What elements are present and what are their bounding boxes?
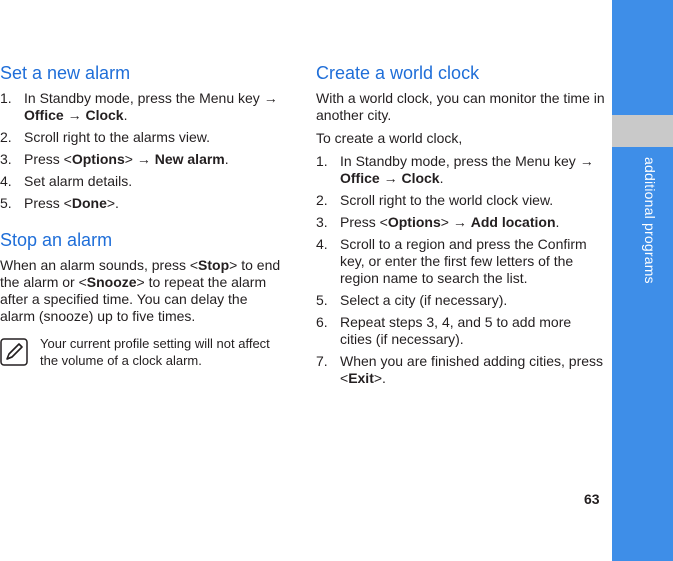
step-number: 7.: [316, 353, 328, 369]
step-number: 3.: [0, 151, 12, 167]
step-number: 4.: [316, 236, 328, 252]
menu-term: Office: [24, 107, 64, 123]
step-item: 4. Set alarm details.: [0, 173, 133, 189]
menu-term: Options: [387, 214, 441, 230]
step-item: 3. Press <Options> → Add location.: [316, 214, 560, 230]
step-item: 2. Scroll right to the world clock view.: [316, 192, 554, 208]
section-sidebar: [612, 0, 673, 561]
step-number: 1.: [0, 90, 12, 106]
step-item: 6. Repeat steps 3, 4, and 5 to add more cities (if necessary).: [316, 314, 572, 347]
menu-term: Stop: [198, 257, 230, 273]
step-item: 7. When you are finished adding cities, press <Exit>.: [316, 353, 604, 386]
step-item: 5. Press <Done>.: [0, 195, 119, 211]
world-clock-steps: [316, 153, 606, 387]
menu-term: Snooze: [86, 274, 137, 290]
menu-term: Clock: [85, 107, 124, 123]
menu-term: Clock: [401, 170, 440, 186]
step-item: 1. In Standby mode, press the Menu key → Office → Clock.: [316, 153, 594, 186]
step-number: 1.: [316, 153, 328, 169]
sidebar-section-label: additional programs: [642, 157, 658, 284]
heading-world-clock: Create a world clock: [316, 63, 480, 83]
page-number: 63: [584, 491, 600, 507]
sidebar-tab-marker: [612, 115, 673, 147]
note-text: Your current profile setting will not affect the volume of a clock alarm.: [40, 336, 270, 368]
menu-term: Add location: [470, 214, 556, 230]
step-item: 3. Press <Options> → New alarm.: [0, 151, 229, 167]
menu-term: Options: [71, 151, 125, 167]
step-item: 1. In Standby mode, press the Menu key → Office → Clock.: [0, 90, 278, 123]
heading-stop-alarm: Stop an alarm: [0, 230, 113, 250]
step-number: 2.: [0, 129, 12, 145]
step-item: 4. Scroll to a region and press the Confirm key, or enter the first few letters of the region name to search the list.: [316, 236, 587, 286]
step-number: 5.: [316, 292, 328, 308]
note-box: [0, 335, 285, 369]
menu-term: Done: [71, 195, 107, 211]
step-number: 5.: [0, 195, 12, 211]
step-number: 4.: [0, 173, 12, 189]
world-clock-intro: With a world clock, you can monitor the time in another city.: [316, 90, 605, 123]
heading-set-new-alarm: Set a new alarm: [0, 63, 131, 83]
step-number: 2.: [316, 192, 328, 208]
note-pencil-icon: [0, 338, 28, 366]
world-clock-lead: To create a world clock,: [316, 130, 463, 146]
left-column: [0, 58, 285, 369]
menu-term: Office: [340, 170, 380, 186]
stop-alarm-paragraph: When an alarm sounds, press <Stop> to end the alarm or <Snooze> to repeat the alarm after a specified time. You can delay the alarm (snooze) up to five times.: [0, 257, 281, 324]
step-number: 6.: [316, 314, 328, 330]
menu-term: New alarm: [154, 151, 225, 167]
menu-term: Exit: [348, 370, 374, 386]
set-alarm-steps: [0, 90, 285, 212]
step-item: 2. Scroll right to the alarms view.: [0, 129, 210, 145]
step-item: 5. Select a city (if necessary).: [316, 292, 508, 308]
right-column: [316, 58, 606, 392]
step-number: 3.: [316, 214, 328, 230]
sidebar-tab-top: [612, 0, 673, 115]
